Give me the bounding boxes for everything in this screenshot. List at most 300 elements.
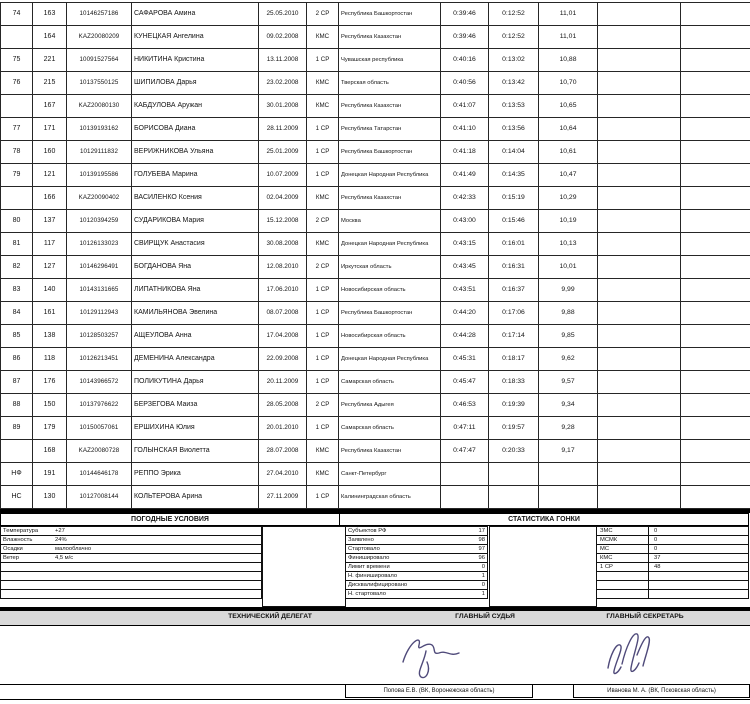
cell-extra2 xyxy=(681,325,750,348)
cell-birth_date: 13.11.2008 xyxy=(259,49,307,72)
cell-code: 10128503257 xyxy=(67,325,132,348)
cell-place: 77 xyxy=(1,118,33,141)
cell-name: ВАСИЛЕНКО Ксения xyxy=(132,187,259,210)
cell-place: 78 xyxy=(1,141,33,164)
stat-value: 1 xyxy=(482,573,487,579)
cell-extra1 xyxy=(598,348,681,371)
cell-region: Тверская область xyxy=(339,72,441,95)
cell-gap: 0:15:19 xyxy=(489,187,539,210)
cell-extra1 xyxy=(598,49,681,72)
table-row xyxy=(1,256,750,279)
table-row xyxy=(1,417,750,440)
cell-gap: 0:13:42 xyxy=(489,72,539,95)
cell-name: КАБДУЛОВА Аружан xyxy=(132,95,259,118)
table-row xyxy=(1,3,750,26)
cell-code: 10137976622 xyxy=(67,394,132,417)
cell-time: 0:44:20 xyxy=(441,302,489,325)
signatures-area xyxy=(0,626,750,684)
weather-param-label: Температура xyxy=(1,528,55,534)
cell-rank: КМС xyxy=(307,95,339,118)
cell-bib: 118 xyxy=(33,348,67,371)
cell-gap: 0:18:33 xyxy=(489,371,539,394)
cell-birth_date: 25.01.2009 xyxy=(259,141,307,164)
cell-rank: 1 СР xyxy=(307,325,339,348)
cell-rank: 1 СР xyxy=(307,118,339,141)
cell-region: Республика Башкортостан xyxy=(339,3,441,26)
cell-name: СВИРЩУК Анастасия xyxy=(132,233,259,256)
cell-code: 10143966572 xyxy=(67,371,132,394)
officials-section xyxy=(0,611,750,700)
cell-bib: 215 xyxy=(33,72,67,95)
cell-rank: 1 СР xyxy=(307,302,339,325)
cell-gap: 0:19:57 xyxy=(489,417,539,440)
cell-place: 86 xyxy=(1,348,33,371)
rank-label: МСМК xyxy=(597,536,649,544)
cell-birth_date: 30.08.2008 xyxy=(259,233,307,256)
cell-time: 0:47:11 xyxy=(441,417,489,440)
cell-birth_date: 20.01.2010 xyxy=(259,417,307,440)
cell-code: 10146296491 xyxy=(67,256,132,279)
cell-points: 9,57 xyxy=(539,371,598,394)
cell-extra1 xyxy=(598,72,681,95)
cell-time: 0:43:51 xyxy=(441,279,489,302)
cell-place: 84 xyxy=(1,302,33,325)
cell-time: 0:40:56 xyxy=(441,72,489,95)
cell-extra2 xyxy=(681,486,750,509)
cell-name: ПОЛИКУТИНА Дарья xyxy=(132,371,259,394)
cell-extra1 xyxy=(598,95,681,118)
cell-extra1 xyxy=(598,26,681,49)
cell-time: 0:47:47 xyxy=(441,440,489,463)
stat-label: Лимит времени xyxy=(346,564,482,570)
cell-bib: 130 xyxy=(33,486,67,509)
cell-extra2 xyxy=(681,26,750,49)
cell-code: 10139193162 xyxy=(67,118,132,141)
cell-code: 10137550125 xyxy=(67,72,132,95)
cell-extra1 xyxy=(598,325,681,348)
cell-region: Республика Казахстан xyxy=(339,440,441,463)
cell-gap: 0:16:37 xyxy=(489,279,539,302)
cell-birth_date: 27.11.2009 xyxy=(259,486,307,509)
cell-time: 0:45:31 xyxy=(441,348,489,371)
cell-extra2 xyxy=(681,49,750,72)
rank-label: КМС xyxy=(597,554,649,562)
cell-birth_date: 25.05.2010 xyxy=(259,3,307,26)
cell-region: Калининградская область xyxy=(339,486,441,509)
cell-name: АЩЕУЛОВА Анна xyxy=(132,325,259,348)
cell-code: 10144646178 xyxy=(67,463,132,486)
cell-name: КОЛЬТЕРОВА Арина xyxy=(132,486,259,509)
cell-bib: 171 xyxy=(33,118,67,141)
cell-time: 0:42:33 xyxy=(441,187,489,210)
stat-value: 17 xyxy=(479,528,487,534)
cell-region: Республика Казахстан xyxy=(339,187,441,210)
judge-signature-icon xyxy=(395,630,470,684)
cell-points: 11,01 xyxy=(539,3,598,26)
cell-extra2 xyxy=(681,233,750,256)
cell-extra2 xyxy=(681,164,750,187)
table-row xyxy=(1,371,750,394)
cell-place: 80 xyxy=(1,210,33,233)
rank-label xyxy=(597,590,649,598)
cell-place xyxy=(1,95,33,118)
cell-extra2 xyxy=(681,279,750,302)
cell-rank: 1 СР xyxy=(307,371,339,394)
race-statistics-table xyxy=(345,526,488,599)
cell-bib: 140 xyxy=(33,279,67,302)
cell-name: САФАРОВА Амина xyxy=(132,3,259,26)
cell-birth_date: 23.02.2008 xyxy=(259,72,307,95)
cell-points: 10,01 xyxy=(539,256,598,279)
cell-gap: 0:16:01 xyxy=(489,233,539,256)
table-row xyxy=(1,164,750,187)
cell-region: Новосибирская область xyxy=(339,279,441,302)
cell-time: 0:43:45 xyxy=(441,256,489,279)
cell-gap xyxy=(489,486,539,509)
cell-time xyxy=(441,486,489,509)
cell-time xyxy=(441,463,489,486)
cell-code: KAZ20080209 xyxy=(67,26,132,49)
cell-points: 10,88 xyxy=(539,49,598,72)
cell-bib: 221 xyxy=(33,49,67,72)
cell-code: 10129112943 xyxy=(67,302,132,325)
cell-time: 0:43:15 xyxy=(441,233,489,256)
cell-time: 0:44:28 xyxy=(441,325,489,348)
stat-label: Заявлено xyxy=(346,537,479,543)
rank-count: 48 xyxy=(649,564,660,570)
chief-secretary-label: ГЛАВНЫЙ СЕКРЕТАРЬ xyxy=(606,613,683,620)
cell-points: 9,99 xyxy=(539,279,598,302)
stat-label: Н. стартовало xyxy=(346,591,482,597)
rank-count: 0 xyxy=(649,546,657,552)
table-row xyxy=(1,187,750,210)
cell-birth_date: 28.11.2009 xyxy=(259,118,307,141)
rank-label: 1 СР xyxy=(597,563,649,571)
cell-name: НИКИТИНА Кристина xyxy=(132,49,259,72)
cell-region: Донецкая Народная Республика xyxy=(339,233,441,256)
cell-time: 0:41:07 xyxy=(441,95,489,118)
cell-birth_date: 02.04.2009 xyxy=(259,187,307,210)
cell-rank: 1 СР xyxy=(307,141,339,164)
cell-time: 0:41:49 xyxy=(441,164,489,187)
cell-rank: КМС xyxy=(307,72,339,95)
cell-rank: 1 СР xyxy=(307,279,339,302)
cell-birth_date: 28.05.2008 xyxy=(259,394,307,417)
cell-region: Донецкая Народная Республика xyxy=(339,164,441,187)
cell-place: 74 xyxy=(1,3,33,26)
cell-extra2 xyxy=(681,95,750,118)
cell-bib: 160 xyxy=(33,141,67,164)
cell-bib: 191 xyxy=(33,463,67,486)
race-statistics-title: СТАТИСТИКА ГОНКИ xyxy=(340,513,749,526)
cell-place: 79 xyxy=(1,164,33,187)
cell-code: 10127008144 xyxy=(67,486,132,509)
cell-code: 10150057061 xyxy=(67,417,132,440)
cell-rank: 2 СР xyxy=(307,394,339,417)
cell-points: 9,85 xyxy=(539,325,598,348)
cell-place: 82 xyxy=(1,256,33,279)
cell-extra1 xyxy=(598,233,681,256)
cell-extra1 xyxy=(598,394,681,417)
cell-name: ЕРШИХИНА Юлия xyxy=(132,417,259,440)
cell-region: Санкт-Петербург xyxy=(339,463,441,486)
cell-birth_date: 17.06.2010 xyxy=(259,279,307,302)
cell-extra2 xyxy=(681,371,750,394)
cell-place xyxy=(1,187,33,210)
cell-extra2 xyxy=(681,210,750,233)
cell-place: НФ xyxy=(1,463,33,486)
cell-birth_date: 27.04.2010 xyxy=(259,463,307,486)
cell-bib: 167 xyxy=(33,95,67,118)
cell-extra1 xyxy=(598,417,681,440)
cell-extra2 xyxy=(681,3,750,26)
rank-label: ЗМС xyxy=(597,527,649,535)
cell-gap: 0:13:02 xyxy=(489,49,539,72)
cell-points: 10,61 xyxy=(539,141,598,164)
weather-param-value: 4,5 м/с xyxy=(55,555,261,561)
cell-extra1 xyxy=(598,371,681,394)
cell-name: ГОЛЫНСКАЯ Виолетта xyxy=(132,440,259,463)
stat-value: 0 xyxy=(482,582,487,588)
cell-place: 85 xyxy=(1,325,33,348)
cell-name: БОРИСОВА Диана xyxy=(132,118,259,141)
secretary-signature-icon xyxy=(600,626,660,682)
cell-name: БОГДАНОВА Яна xyxy=(132,256,259,279)
table-row xyxy=(1,141,750,164)
cell-extra2 xyxy=(681,463,750,486)
cell-rank: КМС xyxy=(307,440,339,463)
weather-param-label: Влажность xyxy=(1,537,55,543)
cell-points: 10,19 xyxy=(539,210,598,233)
cell-points: 10,64 xyxy=(539,118,598,141)
cell-time: 0:39:46 xyxy=(441,26,489,49)
cell-bib: 138 xyxy=(33,325,67,348)
cell-gap xyxy=(489,463,539,486)
stat-label: Н. финишировало xyxy=(346,573,482,579)
cell-points: 10,70 xyxy=(539,72,598,95)
cell-gap: 0:18:17 xyxy=(489,348,539,371)
cell-birth_date: 15.12.2008 xyxy=(259,210,307,233)
list-item xyxy=(345,589,488,599)
cell-rank: КМС xyxy=(307,463,339,486)
cell-rank: КМС xyxy=(307,26,339,49)
table-row xyxy=(1,348,750,371)
cell-gap: 0:17:14 xyxy=(489,325,539,348)
cell-name: СУДАРИКОВА Мария xyxy=(132,210,259,233)
cell-extra1 xyxy=(598,3,681,26)
cell-rank: 1 СР xyxy=(307,486,339,509)
cell-region: Республика Казахстан xyxy=(339,95,441,118)
cell-rank: 1 СР xyxy=(307,417,339,440)
cell-region: Республика Башкортостан xyxy=(339,141,441,164)
cell-name: ГОЛУБЕВА Марина xyxy=(132,164,259,187)
cell-extra1 xyxy=(598,486,681,509)
cell-bib: 164 xyxy=(33,26,67,49)
cell-points: 10,13 xyxy=(539,233,598,256)
cell-extra1 xyxy=(598,302,681,325)
cell-bib: 179 xyxy=(33,417,67,440)
weather-param-label: Ветер xyxy=(1,555,55,561)
cell-extra2 xyxy=(681,187,750,210)
cell-time: 0:46:53 xyxy=(441,394,489,417)
list-item xyxy=(0,589,262,599)
cell-bib: 161 xyxy=(33,302,67,325)
cell-points: 9,28 xyxy=(539,417,598,440)
cell-birth_date: 28.07.2008 xyxy=(259,440,307,463)
results-table-body xyxy=(1,3,750,509)
rank-label xyxy=(597,572,649,580)
cell-bib: 127 xyxy=(33,256,67,279)
cell-birth_date: 20.11.2009 xyxy=(259,371,307,394)
cell-region: Республика Адыгея xyxy=(339,394,441,417)
cell-points: 9,62 xyxy=(539,348,598,371)
cell-place: 88 xyxy=(1,394,33,417)
weather-param-label: Осадки xyxy=(1,546,55,552)
cell-gap: 0:14:35 xyxy=(489,164,539,187)
cell-region: Самарская область xyxy=(339,371,441,394)
cell-region: Москва xyxy=(339,210,441,233)
stat-value: 98 xyxy=(479,537,487,543)
empty-box-left xyxy=(262,526,346,607)
table-row xyxy=(1,440,750,463)
cell-extra1 xyxy=(598,187,681,210)
cell-birth_date: 22.09.2008 xyxy=(259,348,307,371)
conditions-statistics-section xyxy=(0,513,750,607)
cell-code: 10126133023 xyxy=(67,233,132,256)
list-item xyxy=(596,589,749,599)
cell-extra1 xyxy=(598,256,681,279)
table-row xyxy=(1,463,750,486)
table-row xyxy=(1,210,750,233)
cell-birth_date: 17.04.2008 xyxy=(259,325,307,348)
cell-extra2 xyxy=(681,440,750,463)
cell-code: 10120394259 xyxy=(67,210,132,233)
cell-extra1 xyxy=(598,164,681,187)
stat-label: Финишировало xyxy=(346,555,479,561)
cell-place xyxy=(1,440,33,463)
cell-name: РЕППО Эрика xyxy=(132,463,259,486)
cell-code: 10139195586 xyxy=(67,164,132,187)
cell-bib: 137 xyxy=(33,210,67,233)
cell-code: 10129111832 xyxy=(67,141,132,164)
cell-place: 75 xyxy=(1,49,33,72)
weather-table xyxy=(0,526,262,599)
cell-rank: 1 СР xyxy=(307,164,339,187)
cell-gap: 0:15:46 xyxy=(489,210,539,233)
cell-points xyxy=(539,486,598,509)
cell-place: 83 xyxy=(1,279,33,302)
cell-points: 9,34 xyxy=(539,394,598,417)
cell-rank: 2 СР xyxy=(307,3,339,26)
cell-gap: 0:14:04 xyxy=(489,141,539,164)
stat-value: 97 xyxy=(479,546,487,552)
cell-extra2 xyxy=(681,72,750,95)
weather-param-value: малооблачно xyxy=(55,546,261,552)
rank-count: 0 xyxy=(649,537,657,543)
cell-extra2 xyxy=(681,256,750,279)
stat-label: Субъектов РФ xyxy=(346,528,479,534)
cell-rank: 2 СР xyxy=(307,256,339,279)
cell-time: 0:43:00 xyxy=(441,210,489,233)
cell-region: Самарская область xyxy=(339,417,441,440)
cell-code: KAZ20080130 xyxy=(67,95,132,118)
stat-value: 0 xyxy=(482,564,487,570)
cell-rank: 1 СР xyxy=(307,348,339,371)
cell-code: 10091527564 xyxy=(67,49,132,72)
weather-param-value: 24% xyxy=(55,537,261,543)
cell-gap: 0:13:56 xyxy=(489,118,539,141)
cell-extra1 xyxy=(598,440,681,463)
rank-label: МС xyxy=(597,545,649,553)
cell-extra2 xyxy=(681,302,750,325)
cell-points: 10,65 xyxy=(539,95,598,118)
table-row xyxy=(1,302,750,325)
cell-name: КУНЕЦКАЯ Ангелина xyxy=(132,26,259,49)
chief-judge-label: ГЛАВНЫЙ СУДЬЯ xyxy=(455,613,515,620)
cell-extra1 xyxy=(598,210,681,233)
cell-name: ШИПИЛОВА Дарья xyxy=(132,72,259,95)
cell-code: KAZ20090402 xyxy=(67,187,132,210)
cell-name: ДЕМЕНИНА Александра xyxy=(132,348,259,371)
cell-region: Донецкая Народная Республика xyxy=(339,348,441,371)
stat-label: Стартовало xyxy=(346,546,479,552)
cell-region: Чувашская республика xyxy=(339,49,441,72)
table-row xyxy=(1,72,750,95)
judge-name: Попова Е.В. (ВК, Воронежская область) xyxy=(345,685,533,698)
cell-gap: 0:12:52 xyxy=(489,26,539,49)
cell-time: 0:41:18 xyxy=(441,141,489,164)
table-row xyxy=(1,233,750,256)
cell-gap: 0:12:52 xyxy=(489,3,539,26)
cell-region: Республика Татарстан xyxy=(339,118,441,141)
cell-birth_date: 08.07.2008 xyxy=(259,302,307,325)
cell-place: НС xyxy=(1,486,33,509)
cell-extra1 xyxy=(598,463,681,486)
cell-region: Республика Казахстан xyxy=(339,26,441,49)
cell-name: БЕРЗЕГОВА Маиза xyxy=(132,394,259,417)
table-row xyxy=(1,95,750,118)
cell-points xyxy=(539,463,598,486)
cell-gap: 0:17:06 xyxy=(489,302,539,325)
cell-place: 81 xyxy=(1,233,33,256)
table-row xyxy=(1,325,750,348)
cell-code: 10146257186 xyxy=(67,3,132,26)
cell-extra1 xyxy=(598,279,681,302)
cell-region: Новосибирская область xyxy=(339,325,441,348)
cell-birth_date: 12.08.2010 xyxy=(259,256,307,279)
cell-points: 11,01 xyxy=(539,26,598,49)
ranks-summary-table xyxy=(596,526,749,599)
cell-gap: 0:13:53 xyxy=(489,95,539,118)
stat-label: Дисквалифицировано xyxy=(346,582,482,588)
table-row xyxy=(1,279,750,302)
cell-points: 10,47 xyxy=(539,164,598,187)
cell-extra2 xyxy=(681,118,750,141)
cell-birth_date: 30.01.2008 xyxy=(259,95,307,118)
cell-region: Республика Башкортостан xyxy=(339,302,441,325)
cell-points: 9,88 xyxy=(539,302,598,325)
results-table xyxy=(0,2,750,509)
technical-delegate-label: ТЕХНИЧЕСКИЙ ДЕЛЕГАТ xyxy=(228,613,312,620)
weather-section-title: ПОГОДНЫЕ УСЛОВИЯ xyxy=(0,513,340,526)
cell-rank: 2 СР xyxy=(307,210,339,233)
cell-extra2 xyxy=(681,394,750,417)
cell-bib: 176 xyxy=(33,371,67,394)
cell-region: Иркутская область xyxy=(339,256,441,279)
cell-name: ЛИПАТНИКОВА Яна xyxy=(132,279,259,302)
stat-value: 96 xyxy=(479,555,487,561)
cell-code: 10143131665 xyxy=(67,279,132,302)
